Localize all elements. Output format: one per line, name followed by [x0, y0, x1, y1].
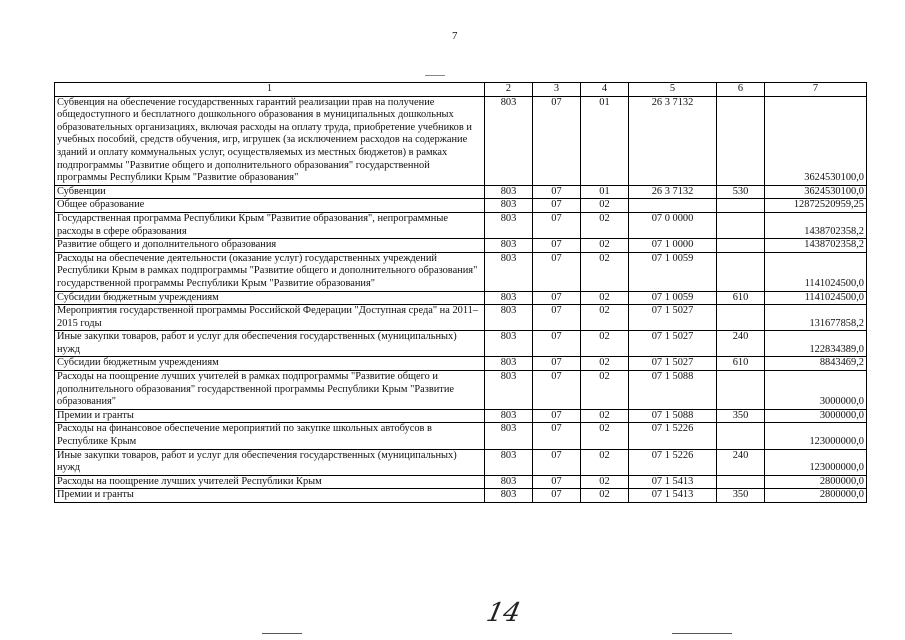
row-section-code: 07: [533, 212, 581, 238]
table-row: [55, 212, 867, 238]
row-amount: 122834389,0: [765, 331, 867, 357]
row-amount: 1141024500,0: [765, 291, 867, 305]
row-name: Общее образование: [55, 199, 485, 213]
table-row: [55, 475, 867, 489]
row-expense-type: 350: [717, 489, 765, 503]
row-target-article: 07 1 0000: [629, 239, 717, 253]
row-subsection-code: 02: [581, 239, 629, 253]
table-row: [55, 409, 867, 423]
row-name: Расходы на поощрение лучших учителей в рамках подпрограммы "Развитие общего и дополнительного образования" государственной программы Республики Крым "Развитие образования": [55, 371, 485, 410]
row-section-code: 07: [533, 423, 581, 449]
row-amount: 8843469,2: [765, 357, 867, 371]
table-row: [55, 357, 867, 371]
row-section-code: 07: [533, 357, 581, 371]
table-header: [55, 83, 867, 97]
table-row: [55, 489, 867, 503]
row-target-article: 07 1 0059: [629, 291, 717, 305]
row-name: Расходы на поощрение лучших учителей Республики Крым: [55, 475, 485, 489]
row-subsection-code: 02: [581, 371, 629, 410]
row-name: Государственная программа Республики Крым "Развитие образования", непрограммные расходы в сфере образования: [55, 212, 485, 238]
row-expense-type: [717, 252, 765, 291]
row-amount: 1141024500,0: [765, 252, 867, 291]
row-target-article: 07 1 5413: [629, 475, 717, 489]
row-name: Иные закупки товаров, работ и услуг для обеспечения государственных (муниципальных) нужд: [55, 331, 485, 357]
header-row: [55, 83, 867, 97]
table-row: [55, 331, 867, 357]
row-expense-type: [717, 371, 765, 410]
row-subsection-code: 02: [581, 475, 629, 489]
row-amount: 2800000,0: [765, 489, 867, 503]
row-expense-type: [717, 305, 765, 331]
row-ministry-code: 803: [485, 252, 533, 291]
row-expense-type: [717, 212, 765, 238]
row-target-article: 07 1 5413: [629, 489, 717, 503]
row-target-article: 07 1 5088: [629, 371, 717, 410]
row-section-code: 07: [533, 199, 581, 213]
row-target-article: 26 3 7132: [629, 96, 717, 185]
row-ministry-code: 803: [485, 96, 533, 185]
row-ministry-code: 803: [485, 489, 533, 503]
table-row: [55, 199, 867, 213]
row-expense-type: [717, 239, 765, 253]
row-amount: 3000000,0: [765, 409, 867, 423]
row-ministry-code: 803: [485, 185, 533, 199]
row-amount: 1438702358,2: [765, 239, 867, 253]
row-ministry-code: 803: [485, 449, 533, 475]
row-ministry-code: 803: [485, 371, 533, 410]
row-section-code: 07: [533, 239, 581, 253]
row-name: Развитие общего и дополнительного образования: [55, 239, 485, 253]
page-number: 7: [452, 30, 458, 42]
row-name: Субсидии бюджетным учреждениям: [55, 357, 485, 371]
row-subsection-code: 02: [581, 291, 629, 305]
row-section-code: 07: [533, 331, 581, 357]
row-section-code: 07: [533, 291, 581, 305]
row-section-code: 07: [533, 449, 581, 475]
table-row: [55, 252, 867, 291]
row-target-article: 07 1 5226: [629, 449, 717, 475]
row-subsection-code: 02: [581, 331, 629, 357]
row-expense-type: 610: [717, 357, 765, 371]
header-col-6: 6: [717, 83, 765, 97]
row-amount: 123000000,0: [765, 449, 867, 475]
row-name: Мероприятия государственной программы Российской Федерации "Доступная среда" на 2011–2015 годы: [55, 305, 485, 331]
bottom-line-right: [672, 633, 732, 634]
header-col-3: 3: [533, 83, 581, 97]
row-expense-type: 530: [717, 185, 765, 199]
table-row: [55, 291, 867, 305]
row-amount: 1438702358,2: [765, 212, 867, 238]
decorative-dash: [425, 75, 445, 76]
row-subsection-code: 02: [581, 199, 629, 213]
row-name: Субвенция на обеспечение государственных гарантий реализации прав на получение общедоступного и бесплатного дошкольного образования в муниципальных дошкольных образовательных организациях, включая расходы на оплату труда, приобретение учебников и учебных пособий, средств обучения, игр, игрушек (за исключением расходов на содержание зданий и оплату коммунальных услуг, осуществляемых из местных бюджетов) в рамках подпрограммы "Развитие общего и дополнительного образования" государственной программы Республики Крым "Развитие образования": [55, 96, 485, 185]
row-amount: 123000000,0: [765, 423, 867, 449]
handwritten-page-mark: 14: [483, 598, 524, 628]
row-amount: 12872520959,25: [765, 199, 867, 213]
header-col-1: 1: [55, 83, 485, 97]
row-ministry-code: 803: [485, 291, 533, 305]
row-name: Премии и гранты: [55, 409, 485, 423]
row-amount: 3624530100,0: [765, 185, 867, 199]
row-section-code: 07: [533, 409, 581, 423]
row-target-article: 07 1 5027: [629, 357, 717, 371]
row-subsection-code: 01: [581, 96, 629, 185]
row-ministry-code: 803: [485, 475, 533, 489]
row-ministry-code: 803: [485, 423, 533, 449]
row-expense-type: [717, 199, 765, 213]
row-ministry-code: 803: [485, 305, 533, 331]
row-subsection-code: 02: [581, 357, 629, 371]
row-target-article: [629, 199, 717, 213]
row-ministry-code: 803: [485, 239, 533, 253]
row-subsection-code: 02: [581, 305, 629, 331]
table-row: [55, 449, 867, 475]
row-section-code: 07: [533, 96, 581, 185]
row-ministry-code: 803: [485, 212, 533, 238]
row-section-code: 07: [533, 489, 581, 503]
table-row: [55, 423, 867, 449]
row-section-code: 07: [533, 371, 581, 410]
row-name: Иные закупки товаров, работ и услуг для обеспечения государственных (муниципальных) нужд: [55, 449, 485, 475]
row-expense-type: 240: [717, 449, 765, 475]
row-subsection-code: 02: [581, 409, 629, 423]
row-target-article: 07 1 5027: [629, 305, 717, 331]
table-row: [55, 185, 867, 199]
row-ministry-code: 803: [485, 409, 533, 423]
row-ministry-code: 803: [485, 331, 533, 357]
row-target-article: 07 1 5226: [629, 423, 717, 449]
row-subsection-code: 02: [581, 489, 629, 503]
row-expense-type: 240: [717, 331, 765, 357]
row-name: Расходы на финансовое обеспечение мероприятий по закупке школьных автобусов в Республике Крым: [55, 423, 485, 449]
row-expense-type: [717, 96, 765, 185]
row-target-article: 07 1 5027: [629, 331, 717, 357]
table-body: [55, 96, 867, 502]
row-target-article: 07 1 0059: [629, 252, 717, 291]
bottom-line-left: [262, 633, 302, 634]
row-expense-type: [717, 475, 765, 489]
row-subsection-code: 02: [581, 252, 629, 291]
row-expense-type: 350: [717, 409, 765, 423]
row-target-article: 07 0 0000: [629, 212, 717, 238]
row-name: Субсидии бюджетным учреждениям: [55, 291, 485, 305]
header-col-2: 2: [485, 83, 533, 97]
table-row: [55, 96, 867, 185]
row-subsection-code: 01: [581, 185, 629, 199]
row-subsection-code: 02: [581, 212, 629, 238]
row-amount: 3000000,0: [765, 371, 867, 410]
row-section-code: 07: [533, 475, 581, 489]
row-section-code: 07: [533, 185, 581, 199]
row-subsection-code: 02: [581, 423, 629, 449]
row-ministry-code: 803: [485, 199, 533, 213]
row-expense-type: 610: [717, 291, 765, 305]
header-col-7: 7: [765, 83, 867, 97]
row-expense-type: [717, 423, 765, 449]
budget-table: [54, 82, 867, 503]
row-subsection-code: 02: [581, 449, 629, 475]
header-col-4: 4: [581, 83, 629, 97]
row-section-code: 07: [533, 252, 581, 291]
row-name: Премии и гранты: [55, 489, 485, 503]
row-amount: 2800000,0: [765, 475, 867, 489]
row-name: Субвенции: [55, 185, 485, 199]
table-row: [55, 305, 867, 331]
row-ministry-code: 803: [485, 357, 533, 371]
header-col-5: 5: [629, 83, 717, 97]
row-amount: 3624530100,0: [765, 96, 867, 185]
table-row: [55, 239, 867, 253]
row-name: Расходы на обеспечение деятельности (оказание услуг) государственных учреждений Республики Крым в рамках подпрограммы "Развитие общего и дополнительного образования" государственной программы Республики Крым "Развитие образования": [55, 252, 485, 291]
row-section-code: 07: [533, 305, 581, 331]
row-target-article: 07 1 5088: [629, 409, 717, 423]
table-row: [55, 371, 867, 410]
row-amount: 131677858,2: [765, 305, 867, 331]
row-target-article: 26 3 7132: [629, 185, 717, 199]
